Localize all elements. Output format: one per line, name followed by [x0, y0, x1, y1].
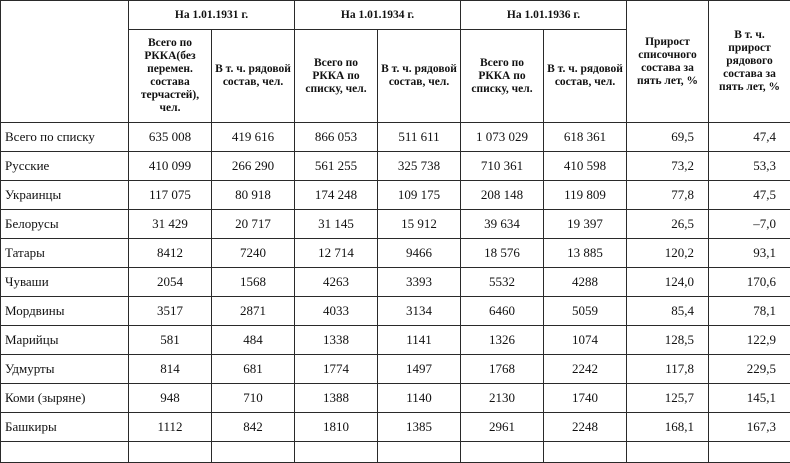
empty-cell	[129, 442, 212, 463]
cell-rank-1934: 325 738	[378, 152, 461, 181]
cell-total-1934: 174 248	[295, 181, 378, 210]
cell-rank-1936: 2248	[544, 413, 627, 442]
cell-rank-1931: 80 918	[212, 181, 295, 210]
cell-total-1931: 581	[129, 326, 212, 355]
cell-rank-1936: 2242	[544, 355, 627, 384]
cell-total-1934: 1774	[295, 355, 378, 384]
cell-total-1931: 814	[129, 355, 212, 384]
table-row	[1, 413, 790, 442]
cell-rank-1931: 20 717	[212, 210, 295, 239]
table-row	[1, 355, 790, 384]
cell-total-1934: 1810	[295, 413, 378, 442]
cell-rank-1934: 15 912	[378, 210, 461, 239]
cell-total-1931: 3517	[129, 297, 212, 326]
row-label: Украинцы	[1, 181, 129, 210]
cell-growth-rank: 47,5	[709, 181, 790, 210]
empty-cell	[627, 442, 709, 463]
cell-rank-1936: 1740	[544, 384, 627, 413]
cell-growth-total: 117,8	[627, 355, 709, 384]
cell-rank-1934: 1385	[378, 413, 461, 442]
empty-cell	[295, 442, 378, 463]
cell-rank-1931: 681	[212, 355, 295, 384]
cell-total-1934: 4033	[295, 297, 378, 326]
cell-rank-1931: 1568	[212, 268, 295, 297]
cell-total-1934: 31 145	[295, 210, 378, 239]
empty-cell	[1, 442, 129, 463]
header-group-1934: На 1.01.1934 г.	[295, 1, 461, 30]
table-row	[1, 297, 790, 326]
cell-total-1936: 1 073 029	[461, 123, 544, 152]
empty-cell	[378, 442, 461, 463]
cell-rank-1936: 1074	[544, 326, 627, 355]
header-total-1931: Всего по РККА(без перемен. состава терчастей), чел.	[129, 30, 212, 123]
cell-growth-total: 120,2	[627, 239, 709, 268]
cell-rank-1936: 5059	[544, 297, 627, 326]
table-row	[1, 123, 790, 152]
table-row	[1, 210, 790, 239]
cell-total-1934: 1388	[295, 384, 378, 413]
row-label: Русские	[1, 152, 129, 181]
header-total-1934: Всего по РККА по списку, чел.	[295, 30, 378, 123]
cell-total-1936: 208 148	[461, 181, 544, 210]
empty-cell	[709, 442, 790, 463]
cell-total-1931: 2054	[129, 268, 212, 297]
row-label: Чуваши	[1, 268, 129, 297]
cell-rank-1934: 1141	[378, 326, 461, 355]
cell-growth-total: 124,0	[627, 268, 709, 297]
cell-rank-1934: 1497	[378, 355, 461, 384]
cell-growth-total: 85,4	[627, 297, 709, 326]
table-row	[1, 181, 790, 210]
cell-rank-1936: 4288	[544, 268, 627, 297]
table-row	[1, 326, 790, 355]
header-group-1936: На 1.01.1936 г.	[461, 1, 627, 30]
cell-growth-rank: –7,0	[709, 210, 790, 239]
row-label: Всего по списку	[1, 123, 129, 152]
cell-rank-1936: 19 397	[544, 210, 627, 239]
cell-growth-rank: 167,3	[709, 413, 790, 442]
cell-total-1936: 1768	[461, 355, 544, 384]
header-total-1936: Всего по РККА по списку, чел.	[461, 30, 544, 123]
cell-total-1934: 1338	[295, 326, 378, 355]
table-row-empty	[1, 442, 790, 463]
header-rank-1936: В т. ч. рядовой состав, чел.	[544, 30, 627, 123]
cell-rank-1934: 1140	[378, 384, 461, 413]
cell-growth-total: 125,7	[627, 384, 709, 413]
cell-rank-1936: 410 598	[544, 152, 627, 181]
cell-rank-1931: 2871	[212, 297, 295, 326]
cell-rank-1931: 842	[212, 413, 295, 442]
cell-growth-rank: 53,3	[709, 152, 790, 181]
table-body	[1, 123, 790, 463]
cell-total-1936: 5532	[461, 268, 544, 297]
cell-total-1934: 4263	[295, 268, 378, 297]
cell-rank-1934: 109 175	[378, 181, 461, 210]
cell-growth-rank: 145,1	[709, 384, 790, 413]
table-row	[1, 239, 790, 268]
empty-cell	[544, 442, 627, 463]
table-header	[1, 1, 790, 123]
cell-total-1931: 31 429	[129, 210, 212, 239]
cell-total-1936: 6460	[461, 297, 544, 326]
row-label: Удмурты	[1, 355, 129, 384]
cell-total-1936: 1326	[461, 326, 544, 355]
header-group-1931: На 1.01.1931 г.	[129, 1, 295, 30]
cell-total-1931: 635 008	[129, 123, 212, 152]
cell-rank-1931: 710	[212, 384, 295, 413]
cell-growth-rank: 47,4	[709, 123, 790, 152]
cell-rank-1931: 7240	[212, 239, 295, 268]
cell-total-1934: 561 255	[295, 152, 378, 181]
cell-rank-1931: 419 616	[212, 123, 295, 152]
cell-rank-1934: 511 611	[378, 123, 461, 152]
header-blank-cell	[1, 1, 129, 123]
cell-rank-1936: 119 809	[544, 181, 627, 210]
cell-growth-total: 69,5	[627, 123, 709, 152]
empty-cell	[212, 442, 295, 463]
cell-rank-1936: 13 885	[544, 239, 627, 268]
row-label: Татары	[1, 239, 129, 268]
cell-total-1931: 117 075	[129, 181, 212, 210]
table-row	[1, 152, 790, 181]
cell-rank-1934: 3134	[378, 297, 461, 326]
cell-growth-total: 77,8	[627, 181, 709, 210]
cell-growth-total: 168,1	[627, 413, 709, 442]
cell-growth-total: 128,5	[627, 326, 709, 355]
header-rank-1931: В т. ч. рядовой состав, чел.	[212, 30, 295, 123]
empty-cell	[461, 442, 544, 463]
cell-total-1936: 18 576	[461, 239, 544, 268]
header-rank-1934: В т. ч. рядовой состав, чел.	[378, 30, 461, 123]
cell-growth-rank: 170,6	[709, 268, 790, 297]
cell-growth-total: 26,5	[627, 210, 709, 239]
row-label: Башкиры	[1, 413, 129, 442]
cell-total-1931: 1112	[129, 413, 212, 442]
header-growth-total: Прирост списочного состава за пять лет, %	[627, 1, 709, 123]
cell-total-1931: 948	[129, 384, 212, 413]
cell-total-1934: 12 714	[295, 239, 378, 268]
table-row	[1, 384, 790, 413]
cell-growth-rank: 93,1	[709, 239, 790, 268]
cell-total-1936: 2961	[461, 413, 544, 442]
row-label: Белорусы	[1, 210, 129, 239]
cell-growth-total: 73,2	[627, 152, 709, 181]
cell-total-1931: 410 099	[129, 152, 212, 181]
cell-rank-1931: 484	[212, 326, 295, 355]
cell-rank-1934: 9466	[378, 239, 461, 268]
cell-growth-rank: 78,1	[709, 297, 790, 326]
cell-growth-rank: 229,5	[709, 355, 790, 384]
cell-total-1931: 8412	[129, 239, 212, 268]
cell-total-1934: 866 053	[295, 123, 378, 152]
cell-total-1936: 39 634	[461, 210, 544, 239]
cell-rank-1936: 618 361	[544, 123, 627, 152]
header-growth-rank: В т. ч. прирост рядового состава за пять лет, %	[709, 1, 790, 123]
cell-rank-1931: 266 290	[212, 152, 295, 181]
cell-growth-rank: 122,9	[709, 326, 790, 355]
cell-total-1936: 2130	[461, 384, 544, 413]
cell-total-1936: 710 361	[461, 152, 544, 181]
table-row	[1, 268, 790, 297]
row-label: Коми (зыряне)	[1, 384, 129, 413]
cell-rank-1934: 3393	[378, 268, 461, 297]
row-label: Марийцы	[1, 326, 129, 355]
row-label: Мордвины	[1, 297, 129, 326]
